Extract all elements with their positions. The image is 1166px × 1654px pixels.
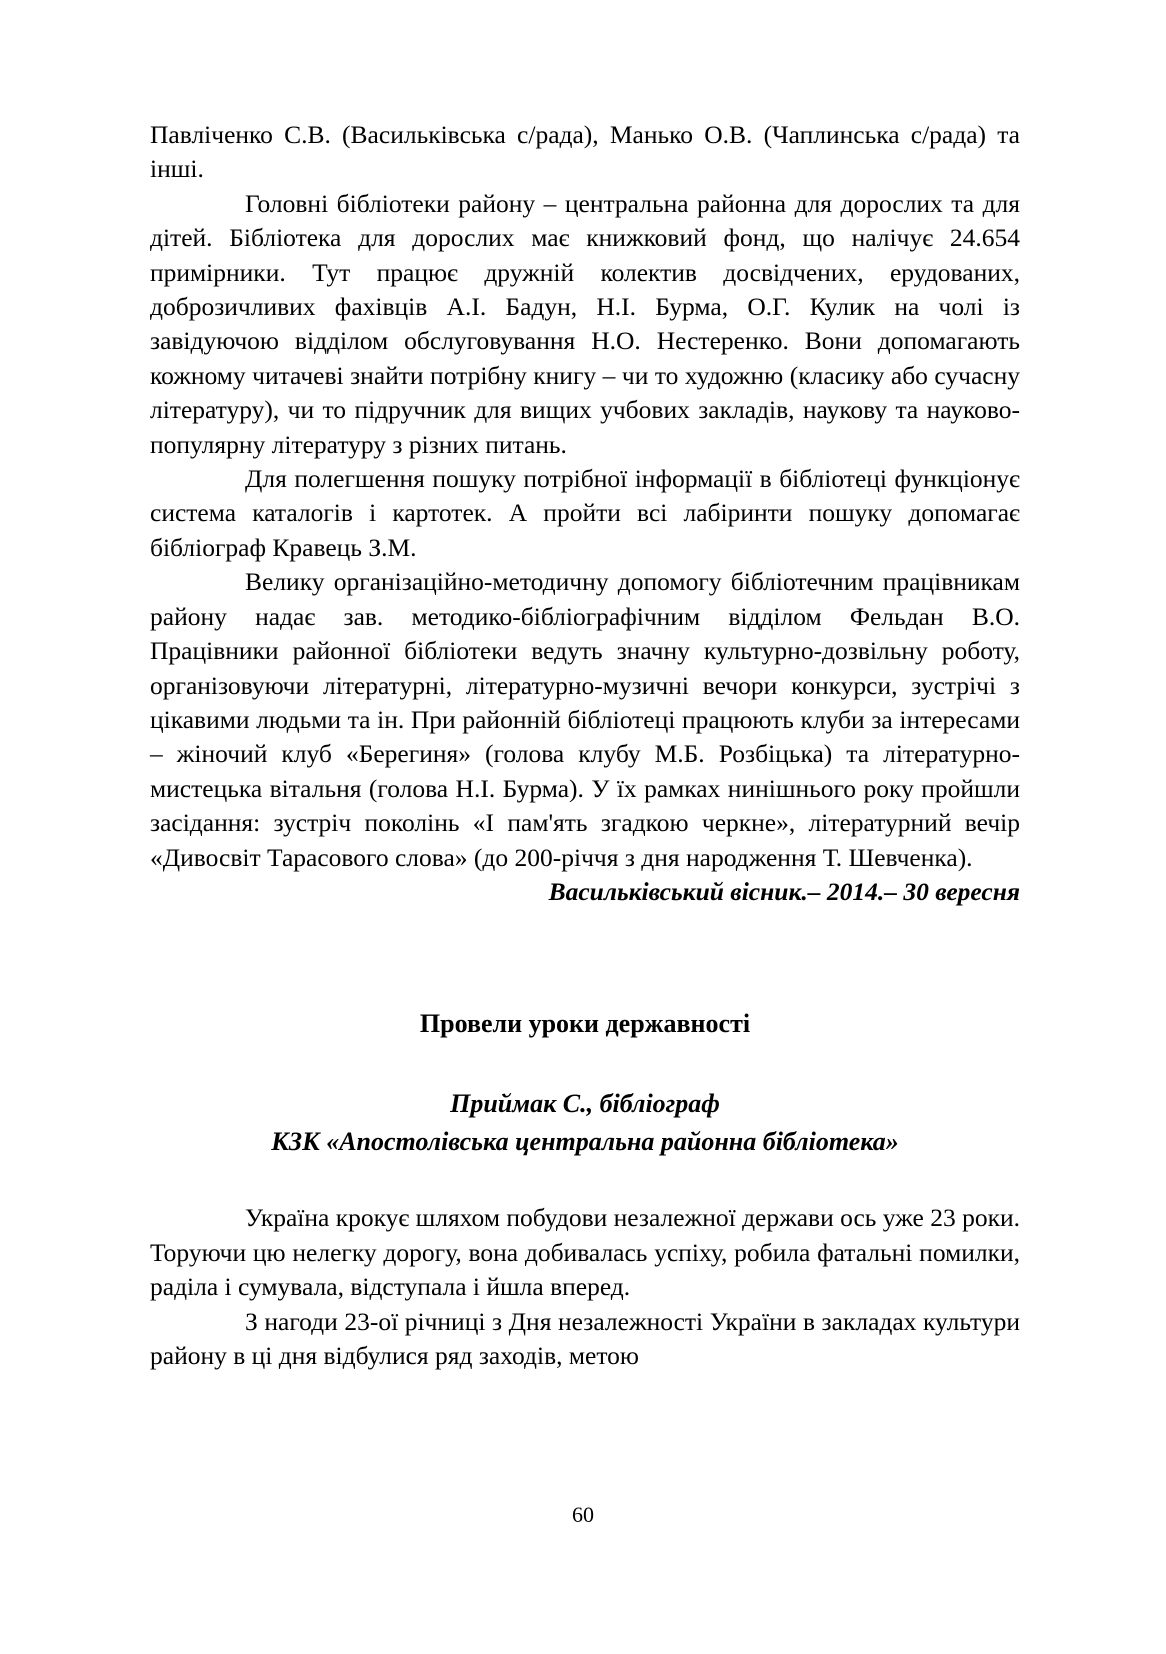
body-paragraph: Велику організаційно-методичну допомогу бібліотечним працівникам району надає зав. методико-бібліографічним відділом Фельдан В.О. Працівники районної бібліотеки ведуть значну культурно-дозвільну роботу, організовуючи літературні, літературно-музичні вечори конкурси, зустрічі з цікавими людьми та ін. При районній бібліотеці працюють клуби за інтересами – жіночий клуб «Берегиня» (голова клубу М.Б. Розбіцька) та літературно-мистецька вітальня (голова Н.І. Бурма). У їх рамках нинішнього року пройшли засідання: зустріч поколінь «І пам'ять згадкою черкне», літературний вечір «Дивосвіт Тарасового слова» (до 200-річчя з дня народження Т. Шевченка). [150, 567, 1020, 872]
article-title: Провели уроки державності [419, 1009, 751, 1039]
body-paragraph: Павліченко С.В. (Васильківська с/рада), Манько О.В. (Чаплинська с/рада) та інші. [150, 120, 1020, 184]
body-paragraph: Україна крокує шляхом побудови незалежної держави ось уже 23 роки. Торуючи цю нелегку дорогу, вона добивалась успіху, робила фатальні помилки, раділа і сумувала, відступала і йшла вперед. [150, 1203, 1020, 1302]
author-line: Приймак С., бібліограф [450, 1089, 720, 1119]
source-citation: Васильківський вісник.– 2014.– 30 вересня [548, 876, 1020, 906]
body-paragraph: Головні бібліотеки району – центральна районна для дорослих та для дітей. Бібліотека для дорослих має книжковий фонд, що налічує 24.654 примірники. Тут працює дружній колектив досвідчених, ерудованих, доброзичливих фахівців А.І. Бадун, Н.І. Бурма, О.Г. Кулик на чолі із завідуючою відділом обслуговування Н.О. Нестеренко. Вони допомагають кожному читачеві знайти потрібну книгу – чи то художню (класику або сучасну літературу), чи то підручник для вищих учбових закладів, наукову та науково-популярну літературу з різних питань. [150, 188, 1020, 459]
page-content [150, 118, 1020, 1373]
organization-line: КЗК «Апостолівська центральна районна бібліотека» [271, 1127, 899, 1157]
body-paragraph: Для полегшення пошуку потрібної інформації в бібліотеці функціонує система каталогів і картотек. А пройти всі лабіринти пошуку допомагає бібліограф Кравець З.М. [150, 464, 1020, 562]
body-paragraph: З нагоди 23-ої річниці з Дня незалежності України в закладах культури району в ці дня відбулися ряд заходів, метою [150, 1306, 1020, 1370]
page-number: 60 [572, 1502, 594, 1527]
